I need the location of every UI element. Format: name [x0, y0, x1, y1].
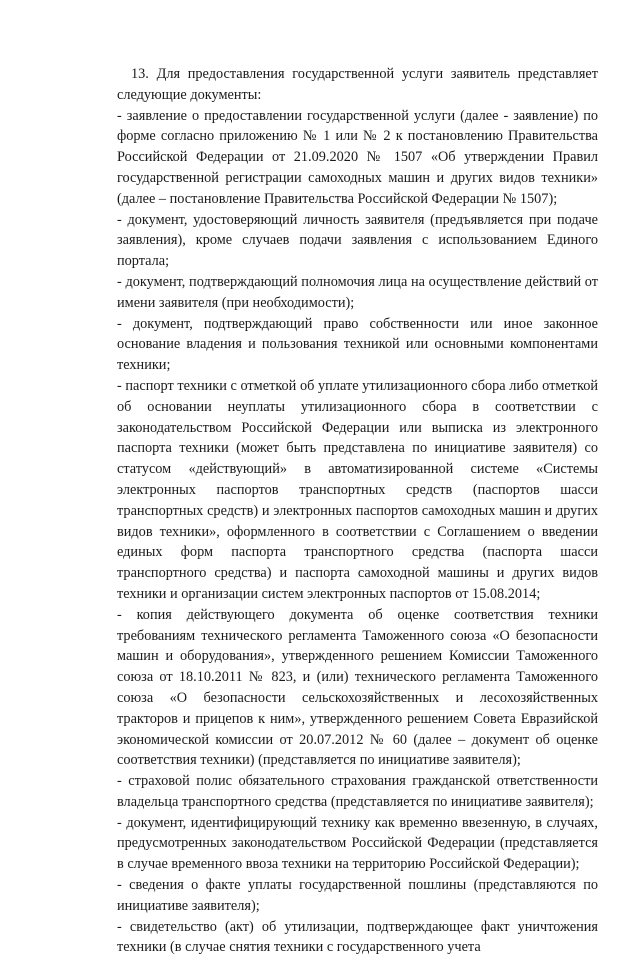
- list-item-equipment-passport: - паспорт техники с отметкой об уплате утилизационного сбора либо отметкой об основании неуплаты утилизационного сбора в соответствии с законодательством Российской Федерации или выписка из электронного паспорта техники (может быть представлена по инициативе заявителя) со статусом «действующий» в автоматизированной системе «Системы электронных паспортов транспортных средств (паспортов шасси транспортных средств) и электронных паспортов самоходных машин и других видов техники», оформленного в соответствии с Соглашением о введении единых форм паспорта транспортного средства (паспорта шасси транспортного средства) и паспорта самоходной машины и других видов техники и организации систем электронных паспортов от 15.08.2014;: [117, 377, 598, 602]
- list-item-authority-document: - документ, подтверждающий полномочия лица на осуществление действий от имени заявителя (при необходимости);: [117, 273, 598, 311]
- list-item-ownership-document: - документ, подтверждающий право собственности или иное законное основание владения и пользования техникой или основными компонентами техники;: [117, 315, 598, 374]
- list-item-conformity-document: - копия действующего документа об оценке соответствия техники требованиям технического регламента Таможенного союза «О безопасности машин и оборудования», утвержденного решением Комиссии Таможенного союза от 18.10.2011 № 823, и (или) технического регламента Таможенного союза «О безопасности сельскохозяйственных и лесохозяйственных тракторов и прицепов к ним», утвержденного решением Совета Евразийской экономической комиссии от 20.07.2012 № 60 (далее – документ об оценке соответствия техники) (представляется по инициативе заявителя);: [117, 606, 598, 769]
- list-item-insurance-policy: - страховой полис обязательного страхования гражданской ответственности владельца транспортного средства (представляется по инициативе заявителя);: [117, 773, 598, 810]
- list-item-identity-document: - документ, удостоверяющий личность заявителя (предъявляется при подаче заявления), кроме случаев подачи заявления с использованием Единого портала;: [117, 211, 598, 270]
- list-item-disposal-certificate: - свидетельство (акт) об утилизации, подтверждающее факт уничтожения техники (в случае снятия техники с государственного учета: [117, 918, 598, 956]
- document-body: [117, 64, 598, 958]
- list-item-temporary-import-document: - документ, идентифицирующий технику как временно ввезенную, в случаях, предусмотренных законодательством Российской Федерации (представляется в случае временного ввоза техники на территорию Российской Федерации);: [117, 814, 598, 873]
- list-item-state-fee-info: - сведения о факте уплаты государственной пошлины (представляются по инициативе заявителя);: [117, 877, 598, 914]
- list-item-application: - заявление о предоставлении государственной услуги (далее - заявление) по форме согласно приложению № 1 или № 2 к постановлению Правительства Российской Федерации от 21.09.2020 № 1507 «Об утверждении Правил государственной регистрации самоходных машин и других видов техники» (далее – постановление Правительства Российской Федерации № 1507);: [117, 107, 598, 207]
- section-13-intro: 13. Для предоставления государственной услуги заявитель представляет следующие документы:: [117, 66, 598, 103]
